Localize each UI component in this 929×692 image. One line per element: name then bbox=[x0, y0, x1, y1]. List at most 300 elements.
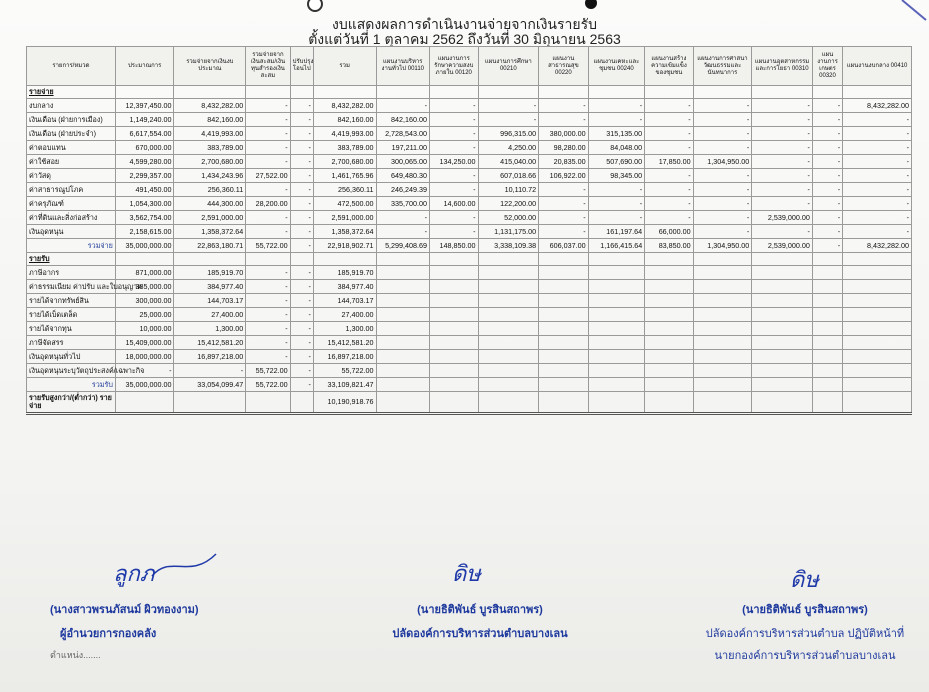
section-label: รายรับ bbox=[27, 253, 116, 266]
empty-cell bbox=[376, 280, 430, 294]
left-signer-extra: ตำแหน่ง....... bbox=[50, 650, 101, 660]
amount-cell: 16,897,218.00 bbox=[174, 350, 246, 364]
amount-cell: - bbox=[430, 141, 478, 155]
amount-cell: 3,562,754.00 bbox=[115, 211, 174, 225]
amount-cell: - bbox=[752, 155, 813, 169]
amount-cell: - bbox=[478, 99, 539, 113]
amount-cell: - bbox=[812, 225, 842, 239]
empty-cell bbox=[588, 364, 645, 378]
row-label: รายได้เบ็ดเตล็ด bbox=[27, 308, 116, 322]
empty-cell bbox=[843, 280, 912, 294]
empty-cell bbox=[376, 392, 430, 414]
empty-cell bbox=[539, 86, 589, 99]
empty-cell bbox=[478, 280, 539, 294]
empty-cell bbox=[752, 364, 813, 378]
amount-cell: 134,250.00 bbox=[430, 155, 478, 169]
amount-cell: 5,299,408.69 bbox=[376, 239, 430, 253]
amount-cell: 2,299,357.00 bbox=[115, 169, 174, 183]
amount-cell: - bbox=[693, 211, 752, 225]
amount-cell: 649,480.30 bbox=[376, 169, 430, 183]
amount-cell: 15,409,000.00 bbox=[115, 336, 174, 350]
amount-cell: - bbox=[290, 155, 313, 169]
empty-cell bbox=[752, 294, 813, 308]
empty-cell bbox=[843, 253, 912, 266]
amount-cell: - bbox=[693, 113, 752, 127]
column-header: ประมาณการ bbox=[115, 47, 174, 86]
left-signature-mark: ลูกภ bbox=[113, 562, 155, 587]
empty-cell bbox=[588, 266, 645, 280]
empty-cell bbox=[246, 253, 290, 266]
empty-cell bbox=[843, 350, 912, 364]
amount-cell: 4,419,993.00 bbox=[174, 127, 246, 141]
amount-cell: 8,432,282.00 bbox=[843, 99, 912, 113]
amount-cell: 98,280.00 bbox=[539, 141, 589, 155]
table-row bbox=[27, 294, 912, 308]
amount-cell: 20,835.00 bbox=[539, 155, 589, 169]
amount-cell: 55,722.00 bbox=[313, 364, 376, 378]
net-value: 10,190,918.76 bbox=[313, 392, 376, 414]
amount-cell: 246,249.39 bbox=[376, 183, 430, 197]
amount-cell: 25,000.00 bbox=[115, 308, 174, 322]
empty-cell bbox=[115, 253, 174, 266]
table-row bbox=[27, 225, 912, 239]
amount-cell: - bbox=[290, 378, 313, 392]
row-label: ค่าครุภัณฑ์ bbox=[27, 197, 116, 211]
amount-cell: 384,977.40 bbox=[174, 280, 246, 294]
empty-cell bbox=[752, 308, 813, 322]
amount-cell: - bbox=[290, 99, 313, 113]
amount-cell: - bbox=[645, 127, 693, 141]
empty-cell bbox=[752, 378, 813, 392]
empty-cell bbox=[478, 350, 539, 364]
row-label: รวมจ่าย bbox=[27, 239, 116, 253]
amount-cell: 415,040.00 bbox=[478, 155, 539, 169]
empty-cell bbox=[693, 336, 752, 350]
empty-cell bbox=[843, 322, 912, 336]
empty-cell bbox=[174, 392, 246, 414]
amount-cell: 1,358,372.64 bbox=[313, 225, 376, 239]
row-label: เงินเดือน (ฝ่ายประจำ) bbox=[27, 127, 116, 141]
amount-cell: 3,338,109.38 bbox=[478, 239, 539, 253]
empty-cell bbox=[539, 294, 589, 308]
empty-cell bbox=[645, 266, 693, 280]
empty-cell bbox=[812, 364, 842, 378]
left-signer-position: ผู้อำนวยการกองคลัง bbox=[60, 628, 157, 640]
empty-cell bbox=[539, 364, 589, 378]
column-header: รายการ/หมวด bbox=[27, 47, 116, 86]
empty-cell bbox=[812, 294, 842, 308]
amount-cell: 2,700,680.00 bbox=[174, 155, 246, 169]
report-title: งบแสดงผลการดำเนินงานจ่ายจากเงินรายรับ bbox=[332, 16, 597, 32]
column-header: แผนงานสาธารณสุข 00220 bbox=[539, 47, 589, 86]
empty-cell bbox=[693, 266, 752, 280]
amount-cell: 16,897,218.00 bbox=[313, 350, 376, 364]
amount-cell: 84,048.00 bbox=[588, 141, 645, 155]
empty-cell bbox=[539, 253, 589, 266]
amount-cell: 8,432,282.00 bbox=[843, 239, 912, 253]
table-row bbox=[27, 211, 912, 225]
amount-cell: 383,789.00 bbox=[313, 141, 376, 155]
amount-cell: 185,919.70 bbox=[174, 266, 246, 280]
amount-cell: 6,617,554.00 bbox=[115, 127, 174, 141]
row-label: เงินอุดหนุนระบุวัตถุประสงค์/เฉพาะกิจ bbox=[27, 364, 116, 378]
table-header-row bbox=[27, 47, 912, 86]
amount-cell: - bbox=[812, 99, 842, 113]
amount-cell: - bbox=[290, 239, 313, 253]
amount-cell: 842,160.00 bbox=[174, 113, 246, 127]
empty-cell bbox=[645, 350, 693, 364]
empty-cell bbox=[588, 86, 645, 99]
empty-cell bbox=[588, 253, 645, 266]
amount-cell: 98,345.00 bbox=[588, 169, 645, 183]
amount-cell: 12,397,450.00 bbox=[115, 99, 174, 113]
amount-cell: 606,037.00 bbox=[539, 239, 589, 253]
amount-cell: - bbox=[843, 141, 912, 155]
amount-cell: 22,918,902.71 bbox=[313, 239, 376, 253]
empty-cell bbox=[588, 294, 645, 308]
table-row bbox=[27, 322, 912, 336]
amount-cell: 14,600.00 bbox=[430, 197, 478, 211]
table-row bbox=[27, 280, 912, 294]
amount-cell: 1,149,240.00 bbox=[115, 113, 174, 127]
amount-cell: - bbox=[843, 183, 912, 197]
right-signer-name: (นายธิติพันธ์ บูรสินสถาพร) bbox=[742, 604, 868, 616]
amount-cell: - bbox=[539, 225, 589, 239]
amount-cell: 842,160.00 bbox=[313, 113, 376, 127]
amount-cell: - bbox=[752, 169, 813, 183]
empty-cell bbox=[812, 350, 842, 364]
amount-cell: - bbox=[246, 155, 290, 169]
table-row bbox=[27, 113, 912, 127]
amount-cell: 1,434,243.96 bbox=[174, 169, 246, 183]
amount-cell: 4,419,993.00 bbox=[313, 127, 376, 141]
empty-cell bbox=[812, 253, 842, 266]
empty-cell bbox=[693, 280, 752, 294]
amount-cell: 15,412,581.20 bbox=[313, 336, 376, 350]
empty-cell bbox=[430, 336, 478, 350]
amount-cell: - bbox=[246, 294, 290, 308]
amount-cell: - bbox=[645, 211, 693, 225]
empty-cell bbox=[478, 322, 539, 336]
amount-cell: - bbox=[812, 197, 842, 211]
table-row bbox=[27, 336, 912, 350]
empty-cell bbox=[752, 336, 813, 350]
amount-cell: - bbox=[430, 127, 478, 141]
amount-cell: - bbox=[430, 225, 478, 239]
amount-cell: 444,300.00 bbox=[174, 197, 246, 211]
amount-cell: 33,054,099.47 bbox=[174, 378, 246, 392]
amount-cell: - bbox=[812, 183, 842, 197]
empty-cell bbox=[812, 336, 842, 350]
amount-cell: 197,211.00 bbox=[376, 141, 430, 155]
amount-cell: 15,412,581.20 bbox=[174, 336, 246, 350]
amount-cell: - bbox=[539, 211, 589, 225]
amount-cell: 18,000,000.00 bbox=[115, 350, 174, 364]
empty-cell bbox=[430, 364, 478, 378]
empty-cell bbox=[376, 308, 430, 322]
amount-cell: - bbox=[843, 225, 912, 239]
amount-cell: - bbox=[430, 211, 478, 225]
amount-cell: 2,728,543.00 bbox=[376, 127, 430, 141]
amount-cell: - bbox=[246, 350, 290, 364]
amount-cell: - bbox=[246, 127, 290, 141]
amount-cell: - bbox=[246, 308, 290, 322]
amount-cell: - bbox=[645, 141, 693, 155]
amount-cell: - bbox=[290, 280, 313, 294]
empty-cell bbox=[645, 336, 693, 350]
net-label: รายรับสูงกว่า/(ต่ำกว่า) รายจ่าย bbox=[27, 392, 116, 414]
empty-cell bbox=[812, 322, 842, 336]
empty-cell bbox=[430, 280, 478, 294]
empty-cell bbox=[376, 322, 430, 336]
column-header: แผนงานบริหารงานทั่วไป 00110 bbox=[376, 47, 430, 86]
table-row bbox=[27, 169, 912, 183]
amount-cell: 2,591,000.00 bbox=[174, 211, 246, 225]
amount-cell: 1,358,372.64 bbox=[174, 225, 246, 239]
amount-cell: 607,018.66 bbox=[478, 169, 539, 183]
amount-cell: 35,000,000.00 bbox=[115, 378, 174, 392]
amount-cell: 1,304,950.00 bbox=[693, 239, 752, 253]
empty-cell bbox=[430, 308, 478, 322]
total-row bbox=[27, 239, 912, 253]
empty-cell bbox=[645, 253, 693, 266]
amount-cell: 384,977.40 bbox=[313, 280, 376, 294]
amount-cell: - bbox=[246, 183, 290, 197]
amount-cell: 1,166,415.64 bbox=[588, 239, 645, 253]
empty-cell bbox=[376, 266, 430, 280]
empty-cell bbox=[693, 294, 752, 308]
amount-cell: 148,850.00 bbox=[430, 239, 478, 253]
amount-cell: 2,539,000.00 bbox=[752, 211, 813, 225]
empty-cell bbox=[313, 86, 376, 99]
empty-cell bbox=[430, 378, 478, 392]
empty-cell bbox=[430, 253, 478, 266]
amount-cell: 1,300.00 bbox=[174, 322, 246, 336]
empty-cell bbox=[812, 378, 842, 392]
amount-cell: - bbox=[812, 169, 842, 183]
empty-cell bbox=[645, 280, 693, 294]
amount-cell: 28,200.00 bbox=[246, 197, 290, 211]
amount-cell: - bbox=[246, 336, 290, 350]
empty-cell bbox=[478, 86, 539, 99]
mid-signature-mark: ดิษ bbox=[452, 562, 481, 587]
amount-cell: 4,599,280.00 bbox=[115, 155, 174, 169]
empty-cell bbox=[174, 253, 246, 266]
empty-cell bbox=[588, 308, 645, 322]
amount-cell: - bbox=[843, 197, 912, 211]
right-signature-block bbox=[690, 600, 920, 664]
amount-cell: - bbox=[539, 113, 589, 127]
amount-cell: - bbox=[290, 322, 313, 336]
amount-cell: 2,700,680.00 bbox=[313, 155, 376, 169]
amount-cell: - bbox=[290, 169, 313, 183]
amount-cell: - bbox=[752, 183, 813, 197]
empty-cell bbox=[290, 392, 313, 414]
empty-cell bbox=[812, 86, 842, 99]
row-label: ค่าใช้สอย bbox=[27, 155, 116, 169]
empty-cell bbox=[376, 294, 430, 308]
amount-cell: 1,461,765.96 bbox=[313, 169, 376, 183]
table-row bbox=[27, 155, 912, 169]
amount-cell: - bbox=[645, 197, 693, 211]
amount-cell: - bbox=[376, 99, 430, 113]
amount-cell: - bbox=[693, 99, 752, 113]
amount-cell: 491,450.00 bbox=[115, 183, 174, 197]
amount-cell: 1,054,300.00 bbox=[115, 197, 174, 211]
empty-cell bbox=[843, 86, 912, 99]
amount-cell: 1,304,950.00 bbox=[693, 155, 752, 169]
row-label: เงินเดือน (ฝ่ายการเมือง) bbox=[27, 113, 116, 127]
row-label: รายได้จากทรัพย์สิน bbox=[27, 294, 116, 308]
amount-cell: - bbox=[246, 266, 290, 280]
amount-cell: - bbox=[246, 211, 290, 225]
total-row bbox=[27, 378, 912, 392]
amount-cell: - bbox=[290, 113, 313, 127]
left-signer-name: (นางสาวพรนภัสนม์ ผิวทองงาม) bbox=[50, 604, 199, 616]
empty-cell bbox=[376, 336, 430, 350]
amount-cell: - bbox=[812, 127, 842, 141]
punch-hole-icon bbox=[585, 0, 597, 9]
amount-cell: 83,850.00 bbox=[645, 239, 693, 253]
amount-cell: - bbox=[812, 239, 842, 253]
report-period: ตั้งแต่วันที่ 1 ตุลาคม 2562 ถึงวันที่ 30 มิถุนายน 2563 bbox=[308, 31, 621, 47]
empty-cell bbox=[752, 253, 813, 266]
amount-cell: - bbox=[645, 99, 693, 113]
row-label: ค่าสาธารณูปโภค bbox=[27, 183, 116, 197]
amount-cell: 1,131,175.00 bbox=[478, 225, 539, 239]
amount-cell: 1,300.00 bbox=[313, 322, 376, 336]
empty-cell bbox=[588, 350, 645, 364]
empty-cell bbox=[752, 280, 813, 294]
empty-cell bbox=[752, 266, 813, 280]
column-header: แผนงานอุตสาหกรรมและการโยธา 00310 bbox=[752, 47, 813, 86]
amount-cell: 144,703.17 bbox=[313, 294, 376, 308]
row-label: ภาษีจัดสรร bbox=[27, 336, 116, 350]
amount-cell: - bbox=[290, 364, 313, 378]
amount-cell: - bbox=[812, 155, 842, 169]
amount-cell: - bbox=[752, 197, 813, 211]
empty-cell bbox=[843, 392, 912, 414]
table-row bbox=[27, 197, 912, 211]
amount-cell: 55,722.00 bbox=[246, 239, 290, 253]
empty-cell bbox=[539, 392, 589, 414]
table-row bbox=[27, 266, 912, 280]
amount-cell: 27,400.00 bbox=[313, 308, 376, 322]
empty-cell bbox=[645, 378, 693, 392]
empty-cell bbox=[752, 350, 813, 364]
row-label: งบกลาง bbox=[27, 99, 116, 113]
table-row bbox=[27, 350, 912, 364]
column-header: รวมจ่ายจากเงินสะสม/เงินทุนสำรองเงินสะสม bbox=[246, 47, 290, 86]
amount-cell: - bbox=[752, 127, 813, 141]
empty-cell bbox=[693, 308, 752, 322]
table-row bbox=[27, 99, 912, 113]
amount-cell: - bbox=[290, 266, 313, 280]
amount-cell: - bbox=[376, 225, 430, 239]
empty-cell bbox=[115, 86, 174, 99]
amount-cell: - bbox=[478, 113, 539, 127]
amount-cell: 256,360.11 bbox=[174, 183, 246, 197]
amount-cell: - bbox=[174, 364, 246, 378]
empty-cell bbox=[478, 253, 539, 266]
empty-cell bbox=[588, 280, 645, 294]
amount-cell: - bbox=[693, 197, 752, 211]
mid-signature-block bbox=[360, 600, 600, 642]
amount-cell: - bbox=[290, 183, 313, 197]
financial-table bbox=[26, 46, 912, 415]
empty-cell bbox=[313, 253, 376, 266]
amount-cell: 842,160.00 bbox=[376, 113, 430, 127]
amount-cell: 315,135.00 bbox=[588, 127, 645, 141]
section-label: รายจ่าย bbox=[27, 86, 116, 99]
amount-cell: - bbox=[290, 127, 313, 141]
empty-cell bbox=[539, 336, 589, 350]
amount-cell: - bbox=[812, 113, 842, 127]
amount-cell: 10,000.00 bbox=[115, 322, 174, 336]
amount-cell: 10,110.72 bbox=[478, 183, 539, 197]
right-signer-position-2: นายกองค์การบริหารส่วนตำบลบางเลน bbox=[714, 650, 896, 662]
amount-cell: - bbox=[752, 225, 813, 239]
empty-cell bbox=[812, 280, 842, 294]
mid-signer-position: ปลัดองค์การบริหารส่วนตำบลบางเลน bbox=[392, 628, 568, 640]
row-label: รายได้จากทุน bbox=[27, 322, 116, 336]
amount-cell: - bbox=[752, 113, 813, 127]
empty-cell bbox=[430, 350, 478, 364]
empty-cell bbox=[430, 86, 478, 99]
amount-cell: - bbox=[693, 169, 752, 183]
empty-cell bbox=[430, 392, 478, 414]
amount-cell: - bbox=[430, 99, 478, 113]
amount-cell: - bbox=[693, 225, 752, 239]
amount-cell: - bbox=[752, 141, 813, 155]
amount-cell: - bbox=[812, 211, 842, 225]
amount-cell: 27,522.00 bbox=[246, 169, 290, 183]
empty-cell bbox=[376, 350, 430, 364]
amount-cell: 380,000.00 bbox=[539, 127, 589, 141]
amount-cell: - bbox=[290, 294, 313, 308]
amount-cell: 335,700.00 bbox=[376, 197, 430, 211]
table-row bbox=[27, 127, 912, 141]
amount-cell: 8,432,282.00 bbox=[313, 99, 376, 113]
empty-cell bbox=[843, 266, 912, 280]
amount-cell: - bbox=[246, 322, 290, 336]
empty-cell bbox=[430, 322, 478, 336]
amount-cell: 385,000.00 bbox=[115, 280, 174, 294]
left-signature-block bbox=[50, 600, 240, 662]
empty-cell bbox=[588, 378, 645, 392]
empty-cell bbox=[752, 392, 813, 414]
amount-cell: - bbox=[246, 99, 290, 113]
amount-cell: 300,065.00 bbox=[376, 155, 430, 169]
amount-cell: 871,000.00 bbox=[115, 266, 174, 280]
column-header: แผนงานงบกลาง 00410 bbox=[843, 47, 912, 86]
empty-cell bbox=[588, 336, 645, 350]
column-header: แผนงานการเกษตร 00320 bbox=[812, 47, 842, 86]
empty-cell bbox=[478, 378, 539, 392]
empty-cell bbox=[645, 294, 693, 308]
empty-cell bbox=[812, 392, 842, 414]
empty-cell bbox=[645, 392, 693, 414]
amount-cell: - bbox=[115, 364, 174, 378]
empty-cell bbox=[539, 378, 589, 392]
amount-cell: 55,722.00 bbox=[246, 378, 290, 392]
table-row bbox=[27, 308, 912, 322]
amount-cell: 300,000.00 bbox=[115, 294, 174, 308]
empty-cell bbox=[645, 86, 693, 99]
empty-cell bbox=[478, 294, 539, 308]
amount-cell: 35,000,000.00 bbox=[115, 239, 174, 253]
amount-cell: 4,250.00 bbox=[478, 141, 539, 155]
